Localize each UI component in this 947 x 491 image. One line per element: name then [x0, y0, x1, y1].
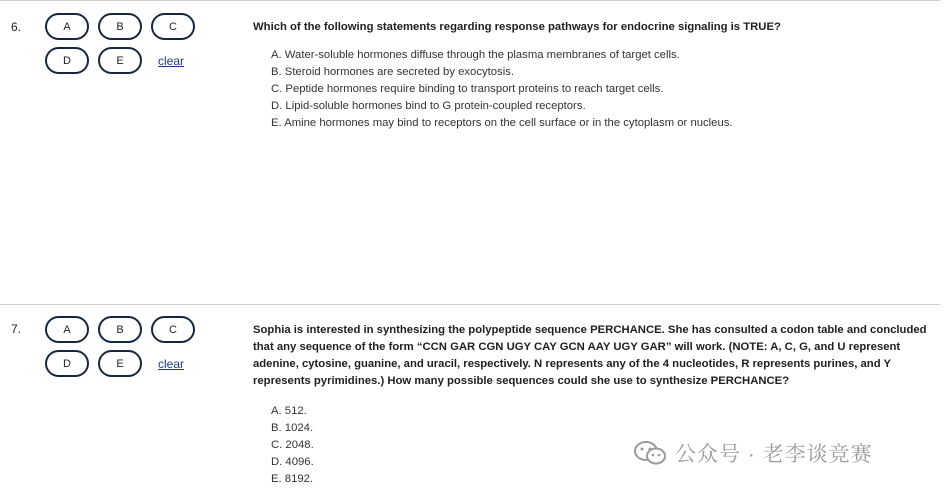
question-stem: Sophia is interested in synthesizing the polypeptide sequence PERCHANCE. She has consulted a codon table and concluded that any sequence of the form “CCN GAR CGN UGY CAY GCN AAY UGY GAR” will work. (NOTE: A, C, G, and U represent adenine, cytosine, guanine, and uracil, respectively. N represents any of the 4 nucleotides, R represents purines, and Y represents pyrimidines.) How many possible sequences could she use to synthesize PERCHANCE? [253, 324, 927, 387]
choice-b-button[interactable]: B [98, 316, 142, 343]
question-number: 7. [11, 322, 22, 336]
choice-a-button[interactable]: A [45, 316, 89, 343]
divider [0, 304, 940, 305]
option-b: B. 1024. [271, 422, 314, 434]
wechat-icon [633, 440, 667, 466]
option-list [271, 47, 733, 132]
option-d: D. Lipid-soluble hormones bind to G protein-coupled receptors. [271, 100, 586, 112]
question-number: 6. [11, 20, 22, 34]
answer-choices [45, 13, 205, 75]
divider [0, 0, 940, 1]
choice-c-button[interactable]: C [151, 13, 195, 40]
option-c: C. Peptide hormones require binding to transport proteins to reach target cells. [271, 83, 664, 95]
choice-d-button[interactable]: D [45, 47, 89, 74]
watermark-text: 公众号 · 老李谈竞赛 [675, 443, 873, 466]
option-e: E. Amine hormones may bind to receptors on the cell surface or in the cytoplasm or nucleus. [271, 117, 733, 129]
choice-c-button[interactable]: C [151, 316, 195, 343]
clear-link[interactable]: clear [158, 54, 185, 68]
option-b: B. Steroid hormones are secreted by exocytosis. [271, 66, 514, 78]
option-c: C. 2048. [271, 439, 314, 451]
choice-d-button[interactable]: D [45, 350, 89, 377]
choice-b-button[interactable]: B [98, 13, 142, 40]
choice-e-button[interactable]: E [98, 47, 142, 74]
option-list [271, 403, 314, 488]
choice-e-button[interactable]: E [98, 350, 142, 377]
option-a: A. 512. [271, 405, 307, 417]
choice-a-button[interactable]: A [45, 13, 89, 40]
option-e: E. 8192. [271, 473, 314, 485]
option-a: A. Water-soluble hormones diffuse through the plasma membranes of target cells. [271, 49, 680, 61]
question-stem: Which of the following statements regarding response pathways for endocrine signaling is TRUE? [253, 21, 781, 33]
clear-link[interactable]: clear [158, 357, 185, 371]
answer-choices [45, 316, 205, 378]
watermark [633, 440, 873, 466]
option-d: D. 4096. [271, 456, 314, 468]
